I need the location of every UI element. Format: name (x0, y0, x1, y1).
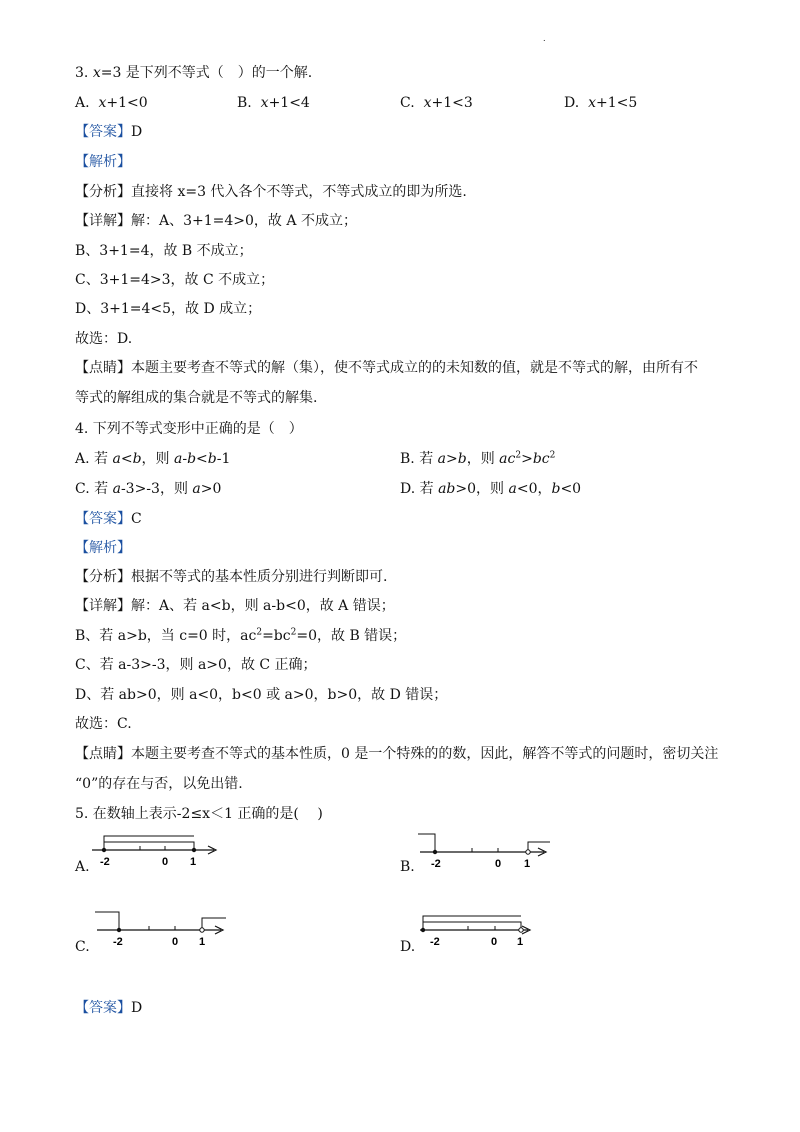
q3-dianjing: 【点睛】本题主要考查不等式的解（集），使不等式成立的的未知数的值，就是不等式的解，由所有不 (75, 360, 698, 376)
q3-stem: 3. x=3 是下列不等式（ ）的一个解. (75, 65, 313, 81)
q4-option-a: A. 若 a<b，则 a-b<b-1 (75, 451, 231, 467)
q4-line-d: D、若 ab>0，则 a<0，b<0 或 a>0，b>0，故 D 错误； (75, 687, 448, 703)
tick-label: -2 (431, 858, 441, 870)
header-dot: . (543, 34, 546, 43)
tick-label: 0 (172, 936, 179, 948)
q4-dianjing-2: “0”的存在与否，以免出错. (75, 776, 243, 792)
q3-option-b: B. x+1<4 (237, 95, 310, 111)
q5-numberline-a (90, 828, 230, 872)
q4-dianjing: 【点睛】本题主要考查不等式的基本性质，0 是一个特殊的的数，因此，解答不等式的问题时，密切关注 (75, 746, 719, 762)
q4-option-c: C. 若 a-3>-3，则 a>0 (75, 481, 222, 497)
q4-option-d: D. 若 ab>0，则 a<0，b<0 (400, 481, 582, 497)
tick-label: -2 (430, 936, 440, 948)
q4-fenxi: 【分析】根据不等式的基本性质分别进行判断即可. (75, 569, 388, 585)
q5-numberline-d (418, 908, 558, 952)
q5-answer: 【答案】D (75, 1000, 143, 1016)
q3-option-a: A. x+1<0 (75, 95, 148, 111)
q5-option-b-label: B. (400, 859, 415, 875)
tick-label: 1 (199, 936, 206, 948)
q4-xiangjie: 【详解】解：A、若 a<b，则 a-b<0，故 A 错误； (75, 598, 395, 614)
q3-line-d: D、3+1=4<5，故 D 成立； (75, 301, 262, 317)
q5-numberline-c (95, 908, 235, 952)
q4-line-c: C、若 a-3>-3，则 a>0，故 C 正确； (75, 657, 317, 673)
q4-line-b: B、若 a>b，当 c=0 时，$ac^2=bc^2=0$，故 B 错误； (75, 627, 407, 644)
tick-label: -2 (100, 856, 110, 868)
q3-dianjing-2: 等式的解组成的集合就是不等式的解集. (75, 390, 318, 406)
q3-option-d: D. x+1<5 (564, 95, 638, 111)
q5-numberline-b (418, 830, 558, 874)
q5-stem: 5. 在数轴上表示-2≤x＜1 正确的是( ) (75, 806, 323, 822)
q5-option-c-label: C. (75, 939, 90, 955)
tick-label: 0 (491, 936, 498, 948)
tick-label: 1 (517, 936, 524, 948)
q3-xiangjie: 【详解】解：A、3+1=4>0，故 A 不成立； (75, 213, 357, 229)
q3-fenxi: 【分析】直接将 x=3 代入各个不等式，不等式成立的即为所选. (75, 184, 467, 200)
tick-label: 0 (162, 856, 169, 868)
tick-label: 1 (524, 858, 531, 870)
q3-option-c: C. x+1<3 (400, 95, 473, 111)
q3-line-b: B、3+1=4，故 B 不成立； (75, 243, 253, 259)
q3-choose: 故选：D. (75, 331, 133, 347)
tick-label: 0 (495, 858, 502, 870)
tick-label: -2 (113, 936, 123, 948)
q5-option-d-label: D. (400, 939, 416, 955)
q4-option-b: B. 若 a>b，则 $ac^2>bc^2$ (400, 450, 556, 467)
q4-jiexi: 【解析】 (75, 540, 131, 556)
q3-answer: 【答案】D (75, 124, 143, 140)
q4-choose: 故选：C. (75, 716, 132, 732)
q4-stem: 4. 下列不等式变形中正确的是（ ） (75, 421, 303, 437)
q5-option-a-label: A. (75, 859, 90, 875)
q3-line-c: C、3+1=4>3，故 C 不成立； (75, 272, 275, 288)
q4-answer: 【答案】C (75, 511, 142, 527)
tick-label: 1 (190, 856, 197, 868)
q3-jiexi: 【解析】 (75, 154, 131, 170)
